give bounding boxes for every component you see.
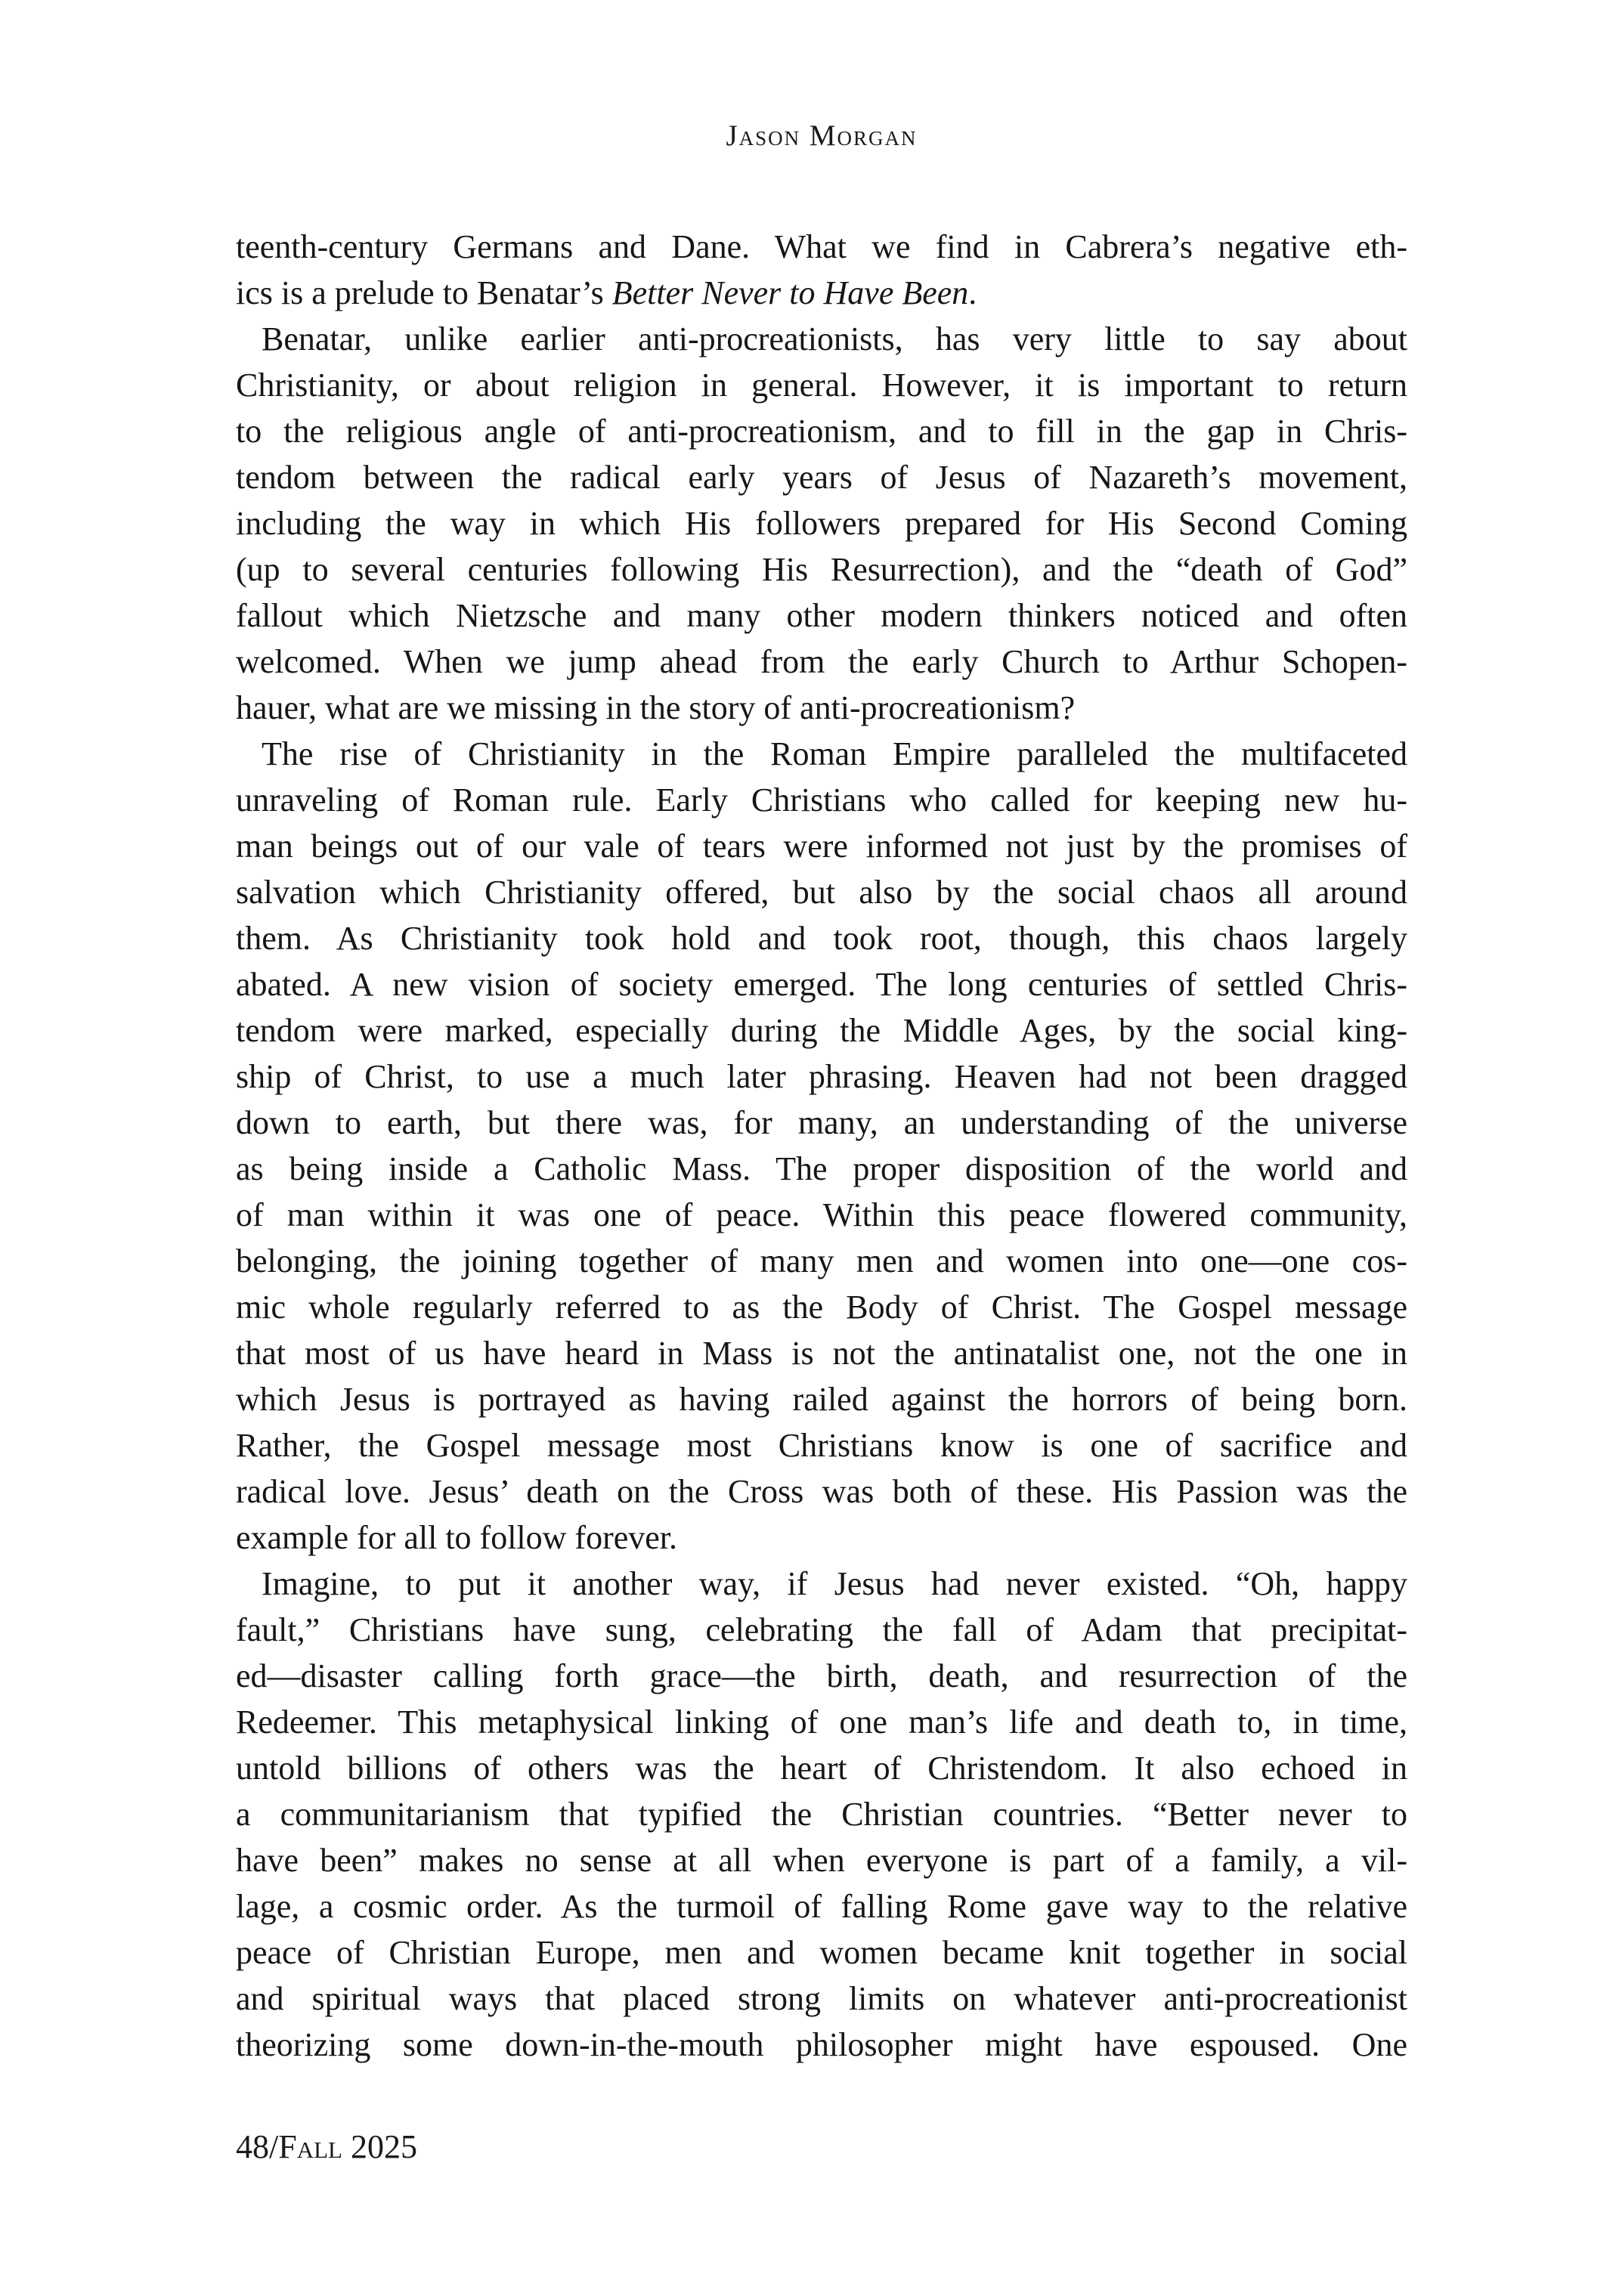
text-line: tendom were marked, especially during the Middle Ages, by the social king- xyxy=(236,1012,1407,1049)
text-line: of man within it was one of peace. Within this peace flowered community, xyxy=(236,1196,1407,1233)
text-line: Redeemer. This metaphysical linking of one man’s life and death to, in time, xyxy=(236,1703,1407,1741)
text-line: lage, a cosmic order. As the turmoil of falling Rome gave way to the relative xyxy=(236,1888,1407,1925)
page-number-footer: 48/Fall 2025 xyxy=(236,2128,417,2165)
text-line: man beings out of our vale of tears were informed not just by the promises of xyxy=(236,828,1407,865)
text-line: which Jesus is portrayed as having railed against the horrors of being born. xyxy=(236,1381,1407,1418)
text-line: ics is a prelude to Benatar’s Better Never to Have Been. xyxy=(236,274,977,311)
text-line: unraveling of Roman rule. Early Christians who called for keeping new hu- xyxy=(236,781,1407,818)
text-line: ship of Christ, to use a much later phrasing. Heaven had not been dragged xyxy=(236,1058,1407,1095)
text-line: including the way in which His followers prepared for His Second Coming xyxy=(236,505,1407,542)
text-line: peace of Christian Europe, men and women became knit together in social xyxy=(236,1934,1407,1971)
text-line: salvation which Christianity offered, but also by the social chaos all around xyxy=(236,874,1407,911)
text-line: example for all to follow forever. xyxy=(236,1519,678,1556)
running-head-author: Jason Morgan xyxy=(726,119,918,152)
text-line: have been” makes no sense at all when everyone is part of a family, a vil- xyxy=(236,1842,1407,1879)
text-line: that most of us have heard in Mass is not the antinatalist one, not the one in xyxy=(236,1335,1407,1372)
text-line: them. As Christianity took hold and took root, though, this chaos largely xyxy=(236,920,1407,957)
text-line: down to earth, but there was, for many, an understanding of the universe xyxy=(236,1104,1407,1141)
text-line: Rather, the Gospel message most Christians know is one of sacrifice and xyxy=(236,1427,1407,1464)
text-line: welcomed. When we jump ahead from the early Church to Arthur Schopen- xyxy=(236,643,1407,680)
text-line: theorizing some down-in-the-mouth philosopher might have espoused. One xyxy=(236,2026,1407,2063)
text-line: The rise of Christianity in the Roman Empire paralleled the multifaceted xyxy=(262,735,1407,772)
text-line: to the religious angle of anti-procreationism, and to fill in the gap in Chris- xyxy=(236,413,1407,450)
text-line: and spiritual ways that placed strong limits on whatever anti-procreationist xyxy=(236,1980,1407,2017)
text-line: fault,” Christians have sung, celebrating the fall of Adam that precipitat- xyxy=(236,1611,1407,1648)
text-line: mic whole regularly referred to as the Body of Christ. The Gospel message xyxy=(236,1289,1407,1326)
text-line: ed—disaster calling forth grace—the birth, death, and resurrection of the xyxy=(236,1657,1407,1694)
text-line: fallout which Nietzsche and many other modern thinkers noticed and often xyxy=(236,597,1407,634)
text-line: Benatar, unlike earlier anti-procreationists, has very little to say about xyxy=(262,320,1407,357)
body-text xyxy=(236,224,1407,2068)
text-line: untold billions of others was the heart of Christendom. It also echoed in xyxy=(236,1750,1407,1787)
text-line: Christianity, or about religion in general. However, it is important to return xyxy=(236,367,1407,404)
text-line: teenth-century Germans and Dane. What we find in Cabrera’s negative eth- xyxy=(236,228,1407,265)
text-line: Imagine, to put it another way, if Jesus had never existed. “Oh, happy xyxy=(262,1565,1407,1602)
text-line: hauer, what are we missing in the story of anti-procreationism? xyxy=(236,689,1076,726)
text-line: a communitarianism that typified the Christian countries. “Better never to xyxy=(236,1796,1407,1833)
text-line: abated. A new vision of society emerged. The long centuries of settled Chris- xyxy=(236,966,1407,1003)
text-line: belonging, the joining together of many men and women into one—one cos- xyxy=(236,1242,1407,1280)
text-line: tendom between the radical early years of Jesus of Nazareth’s movement, xyxy=(236,459,1407,496)
text-line: (up to several centuries following His Resurrection), and the “death of God” xyxy=(236,551,1407,588)
text-line: as being inside a Catholic Mass. The proper disposition of the world and xyxy=(236,1150,1407,1187)
text-line: radical love. Jesus’ death on the Cross was both of these. His Passion was the xyxy=(236,1473,1407,1510)
